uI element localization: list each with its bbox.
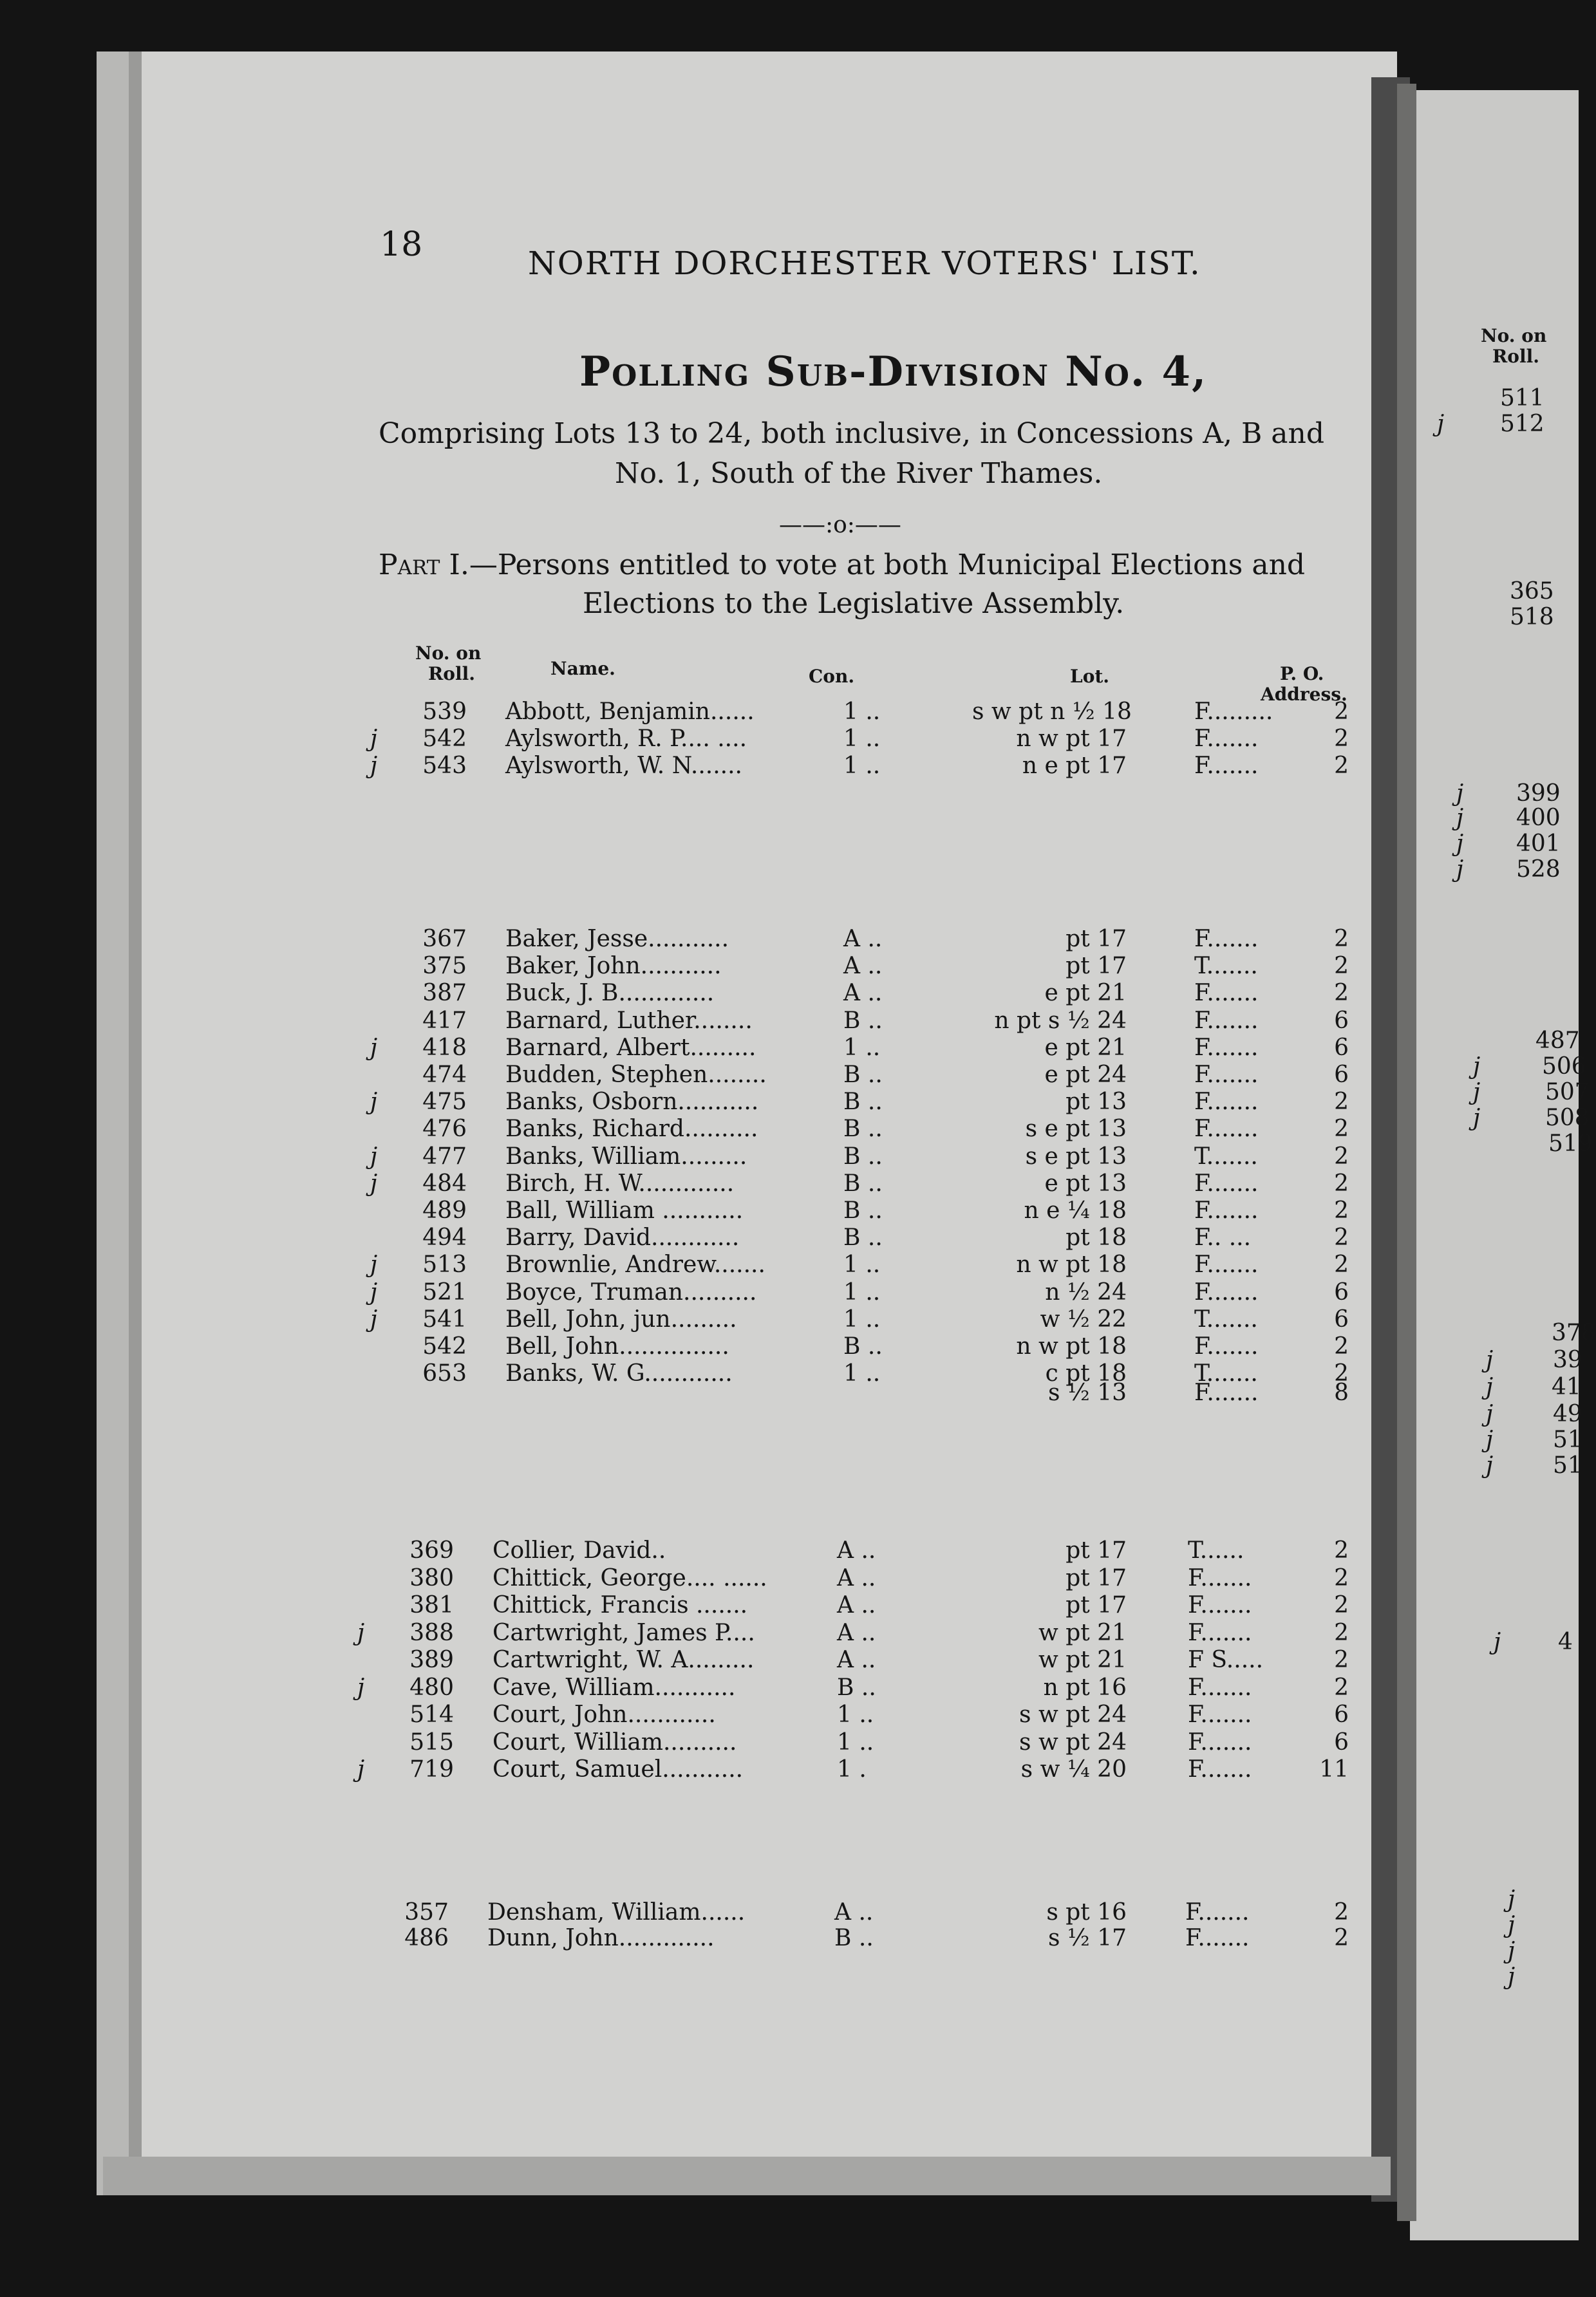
lot-description: w pt 21 — [1038, 1619, 1127, 1646]
concession: B .. — [843, 1224, 883, 1252]
roll-number: 541 — [422, 1306, 467, 1333]
part-heading-line-1 — [379, 548, 1305, 581]
concession: B .. — [843, 1170, 883, 1197]
lot-description: n w pt 18 — [1016, 1252, 1127, 1279]
lot-description: pt 17 — [1066, 1564, 1127, 1591]
facing-roll-number: 487 — [1535, 1027, 1580, 1054]
facing-roll-header-1: No. on — [1481, 325, 1547, 346]
column-po-header-1: P. O. — [1280, 663, 1324, 684]
roll-number: 515 — [409, 1729, 454, 1756]
facing-juror-mark: j — [1508, 1964, 1516, 1990]
address-number: 2 — [1334, 1333, 1349, 1360]
voter-name: Cave, William........... — [493, 1674, 736, 1701]
column-roll-header-2: Roll. — [428, 663, 475, 684]
juror-mark: j — [370, 1170, 378, 1197]
address-number: 6 — [1334, 1729, 1349, 1756]
juror-mark: j — [370, 1089, 378, 1116]
facing-juror-mark: j — [1486, 1401, 1494, 1427]
concession: 1 .. — [843, 753, 881, 779]
lot-description: s ½ 13 — [1047, 1380, 1127, 1406]
voter-name: Chittick, Francis ....... — [493, 1592, 748, 1618]
concession: A .. — [843, 980, 883, 1007]
address-number: 2 — [1334, 1899, 1349, 1926]
facing-roll-header-2: Roll. — [1492, 346, 1539, 367]
voter-name: Barnard, Albert......... — [505, 1034, 756, 1061]
facing-juror-mark: j — [1508, 1912, 1516, 1938]
concession: B .. — [843, 1116, 883, 1143]
facing-roll-number: 400 — [1516, 805, 1561, 831]
address-number: 2 — [1334, 1224, 1349, 1252]
facing-roll-number: 378 — [1552, 1320, 1596, 1346]
juror-mark: j — [370, 1143, 378, 1170]
lot-description: s w pt 24 — [1019, 1702, 1127, 1728]
voter-name: Barry, David............ — [505, 1224, 740, 1252]
address-number: 2 — [1334, 1116, 1349, 1143]
concession: A .. — [837, 1537, 876, 1564]
lot-description: e pt 21 — [1044, 980, 1127, 1007]
facing-juror-mark: j — [1486, 1374, 1494, 1400]
facing-roll-number: 507 — [1545, 1079, 1590, 1105]
facing-juror-mark: j — [1456, 805, 1464, 831]
address-number: 2 — [1334, 1619, 1349, 1646]
roll-number: 539 — [422, 698, 467, 725]
post-office: F....... — [1185, 1899, 1250, 1926]
voter-name: Boyce, Truman.......... — [505, 1279, 757, 1306]
facing-juror-mark: j — [1456, 780, 1464, 807]
lot-description: n e pt 17 — [1022, 753, 1127, 779]
facing-roll-number: 528 — [1516, 856, 1561, 883]
lot-description: pt 17 — [1066, 926, 1127, 952]
facing-juror-mark: j — [1486, 1452, 1494, 1479]
lot-description: e pt 21 — [1044, 1034, 1127, 1061]
address-number: 2 — [1334, 1089, 1349, 1116]
address-number: 6 — [1334, 1062, 1349, 1088]
post-office: F....... — [1188, 1729, 1252, 1756]
column-name-header: Name. — [550, 658, 615, 679]
facing-juror-mark: j — [1456, 856, 1464, 883]
lot-description: pt 17 — [1066, 953, 1127, 980]
part-text-1: —Persons entitled to vote at both Municipal Elections and — [469, 548, 1306, 581]
roll-number: 380 — [409, 1564, 454, 1591]
address-number: 2 — [1334, 1647, 1349, 1673]
concession: 1 .. — [843, 1279, 881, 1306]
address-number: 6 — [1334, 1306, 1349, 1333]
address-number: 2 — [1334, 926, 1349, 952]
concession: B .. — [834, 1925, 874, 1951]
voter-name: Banks, William......... — [505, 1143, 747, 1170]
roll-number: 474 — [422, 1062, 467, 1088]
facing-juror-mark: j — [1494, 1629, 1501, 1655]
juror-mark: j — [357, 1619, 365, 1646]
roll-number: 381 — [409, 1592, 454, 1618]
voter-name: Bell, John, jun......... — [505, 1306, 737, 1333]
roll-number: 521 — [422, 1279, 467, 1306]
concession: A .. — [834, 1899, 874, 1926]
post-office: F....... — [1194, 1034, 1259, 1061]
facing-juror-mark: j — [1508, 1938, 1516, 1964]
post-office: T....... — [1194, 1306, 1258, 1333]
juror-mark: j — [357, 1674, 365, 1701]
post-office: F....... — [1188, 1592, 1252, 1618]
comprising-line-2: No. 1, South of the River Thames. — [615, 457, 1103, 490]
comprising-line-1: Comprising Lots 13 to 24, both inclusive, in Concessions A, B and — [379, 417, 1324, 450]
lot-description: e pt 24 — [1044, 1062, 1127, 1088]
column-po-header-2: Address. — [1261, 684, 1347, 705]
lot-description: s ½ 17 — [1047, 1925, 1127, 1951]
lot-description: n w pt 17 — [1016, 726, 1127, 752]
roll-number: 719 — [409, 1756, 454, 1783]
facing-roll-number: 51 — [1553, 1452, 1582, 1479]
juror-mark: j — [370, 1034, 378, 1061]
concession: B .. — [843, 1089, 883, 1116]
roll-number: 513 — [422, 1252, 467, 1279]
voter-name: Chittick, George.... ...... — [493, 1564, 767, 1591]
voter-name: Densham, William...... — [487, 1899, 746, 1926]
concession: B .. — [843, 1197, 883, 1224]
roll-number: 489 — [422, 1197, 467, 1224]
post-office: F....... — [1188, 1702, 1252, 1728]
address-number: 2 — [1334, 1564, 1349, 1591]
facing-roll-number: 512 — [1500, 411, 1544, 437]
lot-description: n pt s ½ 24 — [994, 1007, 1127, 1034]
juror-mark: j — [370, 726, 378, 752]
post-office: F....... — [1194, 1062, 1259, 1088]
voter-name: Court, Samuel........... — [493, 1756, 744, 1783]
roll-number: 388 — [409, 1619, 454, 1646]
facing-roll-number: 4 — [1558, 1629, 1573, 1655]
roll-number: 357 — [404, 1899, 449, 1926]
lot-description: w ½ 22 — [1040, 1306, 1127, 1333]
post-office: T....... — [1194, 1143, 1258, 1170]
address-number: 8 — [1334, 1380, 1349, 1406]
column-con-header: Con. — [809, 666, 855, 687]
roll-number: 543 — [422, 753, 467, 779]
voter-name: Baker, Jesse........... — [505, 926, 729, 952]
address-number: 6 — [1334, 1007, 1349, 1034]
facing-juror-mark: j — [1473, 1079, 1481, 1105]
lot-description: e pt 13 — [1044, 1170, 1127, 1197]
post-office: F S..... — [1188, 1647, 1264, 1673]
voter-name: Budden, Stephen........ — [505, 1062, 767, 1088]
concession: B .. — [843, 1062, 883, 1088]
facing-roll-number: 506 — [1542, 1053, 1586, 1080]
address-number: 11 — [1319, 1756, 1349, 1783]
post-office: F....... — [1194, 1380, 1259, 1406]
concession: 1 .. — [843, 1034, 881, 1061]
address-number: 2 — [1334, 1592, 1349, 1618]
voter-name: Court, William.......... — [493, 1729, 737, 1756]
address-number: 2 — [1334, 726, 1349, 752]
facing-roll-number: 518 — [1510, 604, 1554, 630]
column-lot-header: Lot. — [1070, 666, 1110, 687]
roll-number: 542 — [422, 1333, 467, 1360]
roll-number: 387 — [422, 980, 467, 1007]
roll-number: 476 — [422, 1116, 467, 1143]
address-number: 6 — [1334, 1702, 1349, 1728]
voter-name: Banks, W. G............ — [505, 1360, 733, 1387]
lot-description: w pt 21 — [1038, 1647, 1127, 1673]
lot-description: s e pt 13 — [1025, 1143, 1127, 1170]
facing-roll-number: 508 — [1545, 1105, 1590, 1131]
voter-name: Baker, John........... — [505, 953, 722, 980]
lot-description: s w pt n ½ 18 — [972, 698, 1132, 725]
post-office: T....... — [1194, 1360, 1258, 1387]
address-number: 2 — [1334, 1674, 1349, 1701]
post-office: T...... — [1188, 1537, 1244, 1564]
part-label: Part I. — [379, 548, 469, 581]
concession: 1 . — [837, 1756, 867, 1783]
post-office: F....... — [1194, 1252, 1259, 1279]
address-number: 2 — [1334, 753, 1349, 779]
post-office: F....... — [1194, 1279, 1259, 1306]
roll-number: 514 — [409, 1702, 454, 1728]
post-office: F....... — [1188, 1756, 1252, 1783]
lot-description: n e ¼ 18 — [1024, 1197, 1127, 1224]
roll-number: 484 — [422, 1170, 467, 1197]
address-number: 2 — [1334, 980, 1349, 1007]
facing-juror-mark: j — [1473, 1053, 1481, 1080]
voter-name: Birch, H. W............. — [505, 1170, 735, 1197]
facing-juror-mark: j — [1473, 1105, 1481, 1131]
voter-name: Aylsworth, R. P.... .... — [505, 726, 747, 752]
lot-description: pt 17 — [1066, 1537, 1127, 1564]
lot-description: pt 17 — [1066, 1592, 1127, 1618]
voter-name: Banks, Richard.......... — [505, 1116, 758, 1143]
page-number: 18 — [380, 225, 423, 264]
concession: 1 .. — [843, 726, 881, 752]
facing-roll-number: 399 — [1516, 780, 1561, 807]
facing-roll-number: 365 — [1510, 578, 1554, 605]
column-roll-header-1: No. on — [415, 642, 482, 664]
concession: A .. — [837, 1647, 876, 1673]
facing-roll-number: 41 — [1552, 1374, 1581, 1400]
address-number: 2 — [1334, 1197, 1349, 1224]
concession: 1 .. — [843, 698, 881, 725]
facing-roll-number: 519 — [1548, 1130, 1593, 1157]
part-heading-line-2: Elections to the Legislative Assembly. — [583, 587, 1125, 620]
lot-description: s pt 16 — [1046, 1899, 1127, 1926]
post-office: F....... — [1194, 1089, 1259, 1116]
concession: B .. — [843, 1007, 883, 1034]
concession: 1 .. — [837, 1702, 874, 1728]
post-office: F....... — [1194, 1333, 1259, 1360]
post-office: F....... — [1194, 1170, 1259, 1197]
concession: 1 .. — [843, 1306, 881, 1333]
facing-juror-mark: j — [1437, 411, 1445, 437]
voter-name: Buck, J. B............. — [505, 980, 715, 1007]
roll-number: 653 — [422, 1360, 467, 1387]
lot-description: n w pt 18 — [1016, 1333, 1127, 1360]
voter-name: Cartwright, W. A......... — [493, 1647, 755, 1673]
post-office: F.. ... — [1194, 1224, 1252, 1252]
facing-roll-number: 49 — [1553, 1401, 1582, 1427]
address-number: 2 — [1334, 1925, 1349, 1951]
post-office: F....... — [1194, 1197, 1259, 1224]
juror-mark: j — [370, 1252, 378, 1279]
roll-number: 417 — [422, 1007, 467, 1034]
voter-name: Ball, William ........... — [505, 1197, 744, 1224]
voter-name: Collier, David.. — [493, 1537, 666, 1564]
separator: ——:o:—— — [779, 512, 901, 538]
post-office: T....... — [1194, 953, 1258, 980]
address-number: 2 — [1334, 1360, 1349, 1387]
roll-number: 477 — [422, 1143, 467, 1170]
lot-description: s e pt 13 — [1025, 1116, 1127, 1143]
facing-juror-mark: j — [1486, 1347, 1494, 1373]
roll-number: 418 — [422, 1034, 467, 1061]
address-number: 2 — [1334, 953, 1349, 980]
voter-name: Court, John............ — [493, 1702, 716, 1728]
voter-name: Bell, John............... — [505, 1333, 729, 1360]
concession: A .. — [837, 1619, 876, 1646]
address-number: 2 — [1334, 1252, 1349, 1279]
concession: B .. — [843, 1143, 883, 1170]
post-office: F....... — [1188, 1619, 1252, 1646]
lot-description: n pt 16 — [1043, 1674, 1127, 1701]
voter-name: Cartwright, James P.... — [493, 1619, 755, 1646]
concession: A .. — [843, 926, 883, 952]
roll-number: 480 — [409, 1674, 454, 1701]
roll-number: 542 — [422, 726, 467, 752]
address-number: 6 — [1334, 1034, 1349, 1061]
facing-juror-mark: j — [1508, 1886, 1516, 1913]
voter-name: Dunn, John............. — [487, 1925, 715, 1951]
address-number: 2 — [1334, 1143, 1349, 1170]
lot-description: s w ¼ 20 — [1020, 1756, 1127, 1783]
post-office: F....... — [1185, 1925, 1250, 1951]
post-office: F....... — [1188, 1674, 1252, 1701]
roll-number: 369 — [409, 1537, 454, 1564]
concession: A .. — [843, 953, 883, 980]
concession: 1 .. — [843, 1252, 881, 1279]
post-office: F....... — [1188, 1564, 1252, 1591]
roll-number: 375 — [422, 953, 467, 980]
post-office: F....... — [1194, 753, 1259, 779]
concession: A .. — [837, 1592, 876, 1618]
post-office: F....... — [1194, 926, 1259, 952]
facing-roll-number: 401 — [1516, 830, 1561, 857]
lot-description: pt 13 — [1066, 1089, 1127, 1116]
voter-name: Aylsworth, W. N....... — [505, 753, 742, 779]
concession: A .. — [837, 1564, 876, 1591]
roll-number: 486 — [404, 1925, 449, 1951]
concession: 1 .. — [837, 1729, 874, 1756]
juror-mark: j — [370, 1306, 378, 1333]
voter-name: Abbott, Benjamin...... — [505, 698, 755, 725]
facing-roll-number: 51 — [1553, 1427, 1582, 1453]
facing-roll-number: 39 — [1553, 1347, 1582, 1373]
post-office: F......... — [1194, 698, 1273, 725]
concession: B .. — [843, 1333, 883, 1360]
facing-juror-mark: j — [1456, 830, 1464, 857]
juror-mark: j — [357, 1756, 365, 1783]
post-office: F....... — [1194, 726, 1259, 752]
address-number: 2 — [1334, 1537, 1349, 1564]
roll-number: 494 — [422, 1224, 467, 1252]
post-office: F....... — [1194, 1007, 1259, 1034]
post-office: F....... — [1194, 1116, 1259, 1143]
address-number: 6 — [1334, 1279, 1349, 1306]
facing-roll-number: 511 — [1500, 385, 1544, 411]
concession: B .. — [837, 1674, 876, 1701]
lot-description: pt 18 — [1066, 1224, 1127, 1252]
voter-name: Brownlie, Andrew....... — [505, 1252, 765, 1279]
roll-number: 475 — [422, 1089, 467, 1116]
juror-mark: j — [370, 753, 378, 779]
lot-description: s w pt 24 — [1019, 1729, 1127, 1756]
division-title: Polling Sub-Division No. 4, — [579, 348, 1208, 396]
juror-mark: j — [370, 1279, 378, 1306]
concession: 1 .. — [843, 1360, 881, 1387]
address-number: 2 — [1334, 1170, 1349, 1197]
roll-number: 367 — [422, 926, 467, 952]
address-number: 2 — [1334, 698, 1349, 725]
post-office: F....... — [1194, 980, 1259, 1007]
lot-description: c pt 18 — [1045, 1360, 1127, 1387]
facing-juror-mark: j — [1486, 1427, 1494, 1453]
roll-number: 389 — [409, 1647, 454, 1673]
lot-description: n ½ 24 — [1045, 1279, 1127, 1306]
running-head: NORTH DORCHESTER VOTERS' LIST. — [528, 245, 1201, 282]
voter-name: Barnard, Luther........ — [505, 1007, 753, 1034]
voter-name: Banks, Osborn........... — [505, 1089, 759, 1116]
